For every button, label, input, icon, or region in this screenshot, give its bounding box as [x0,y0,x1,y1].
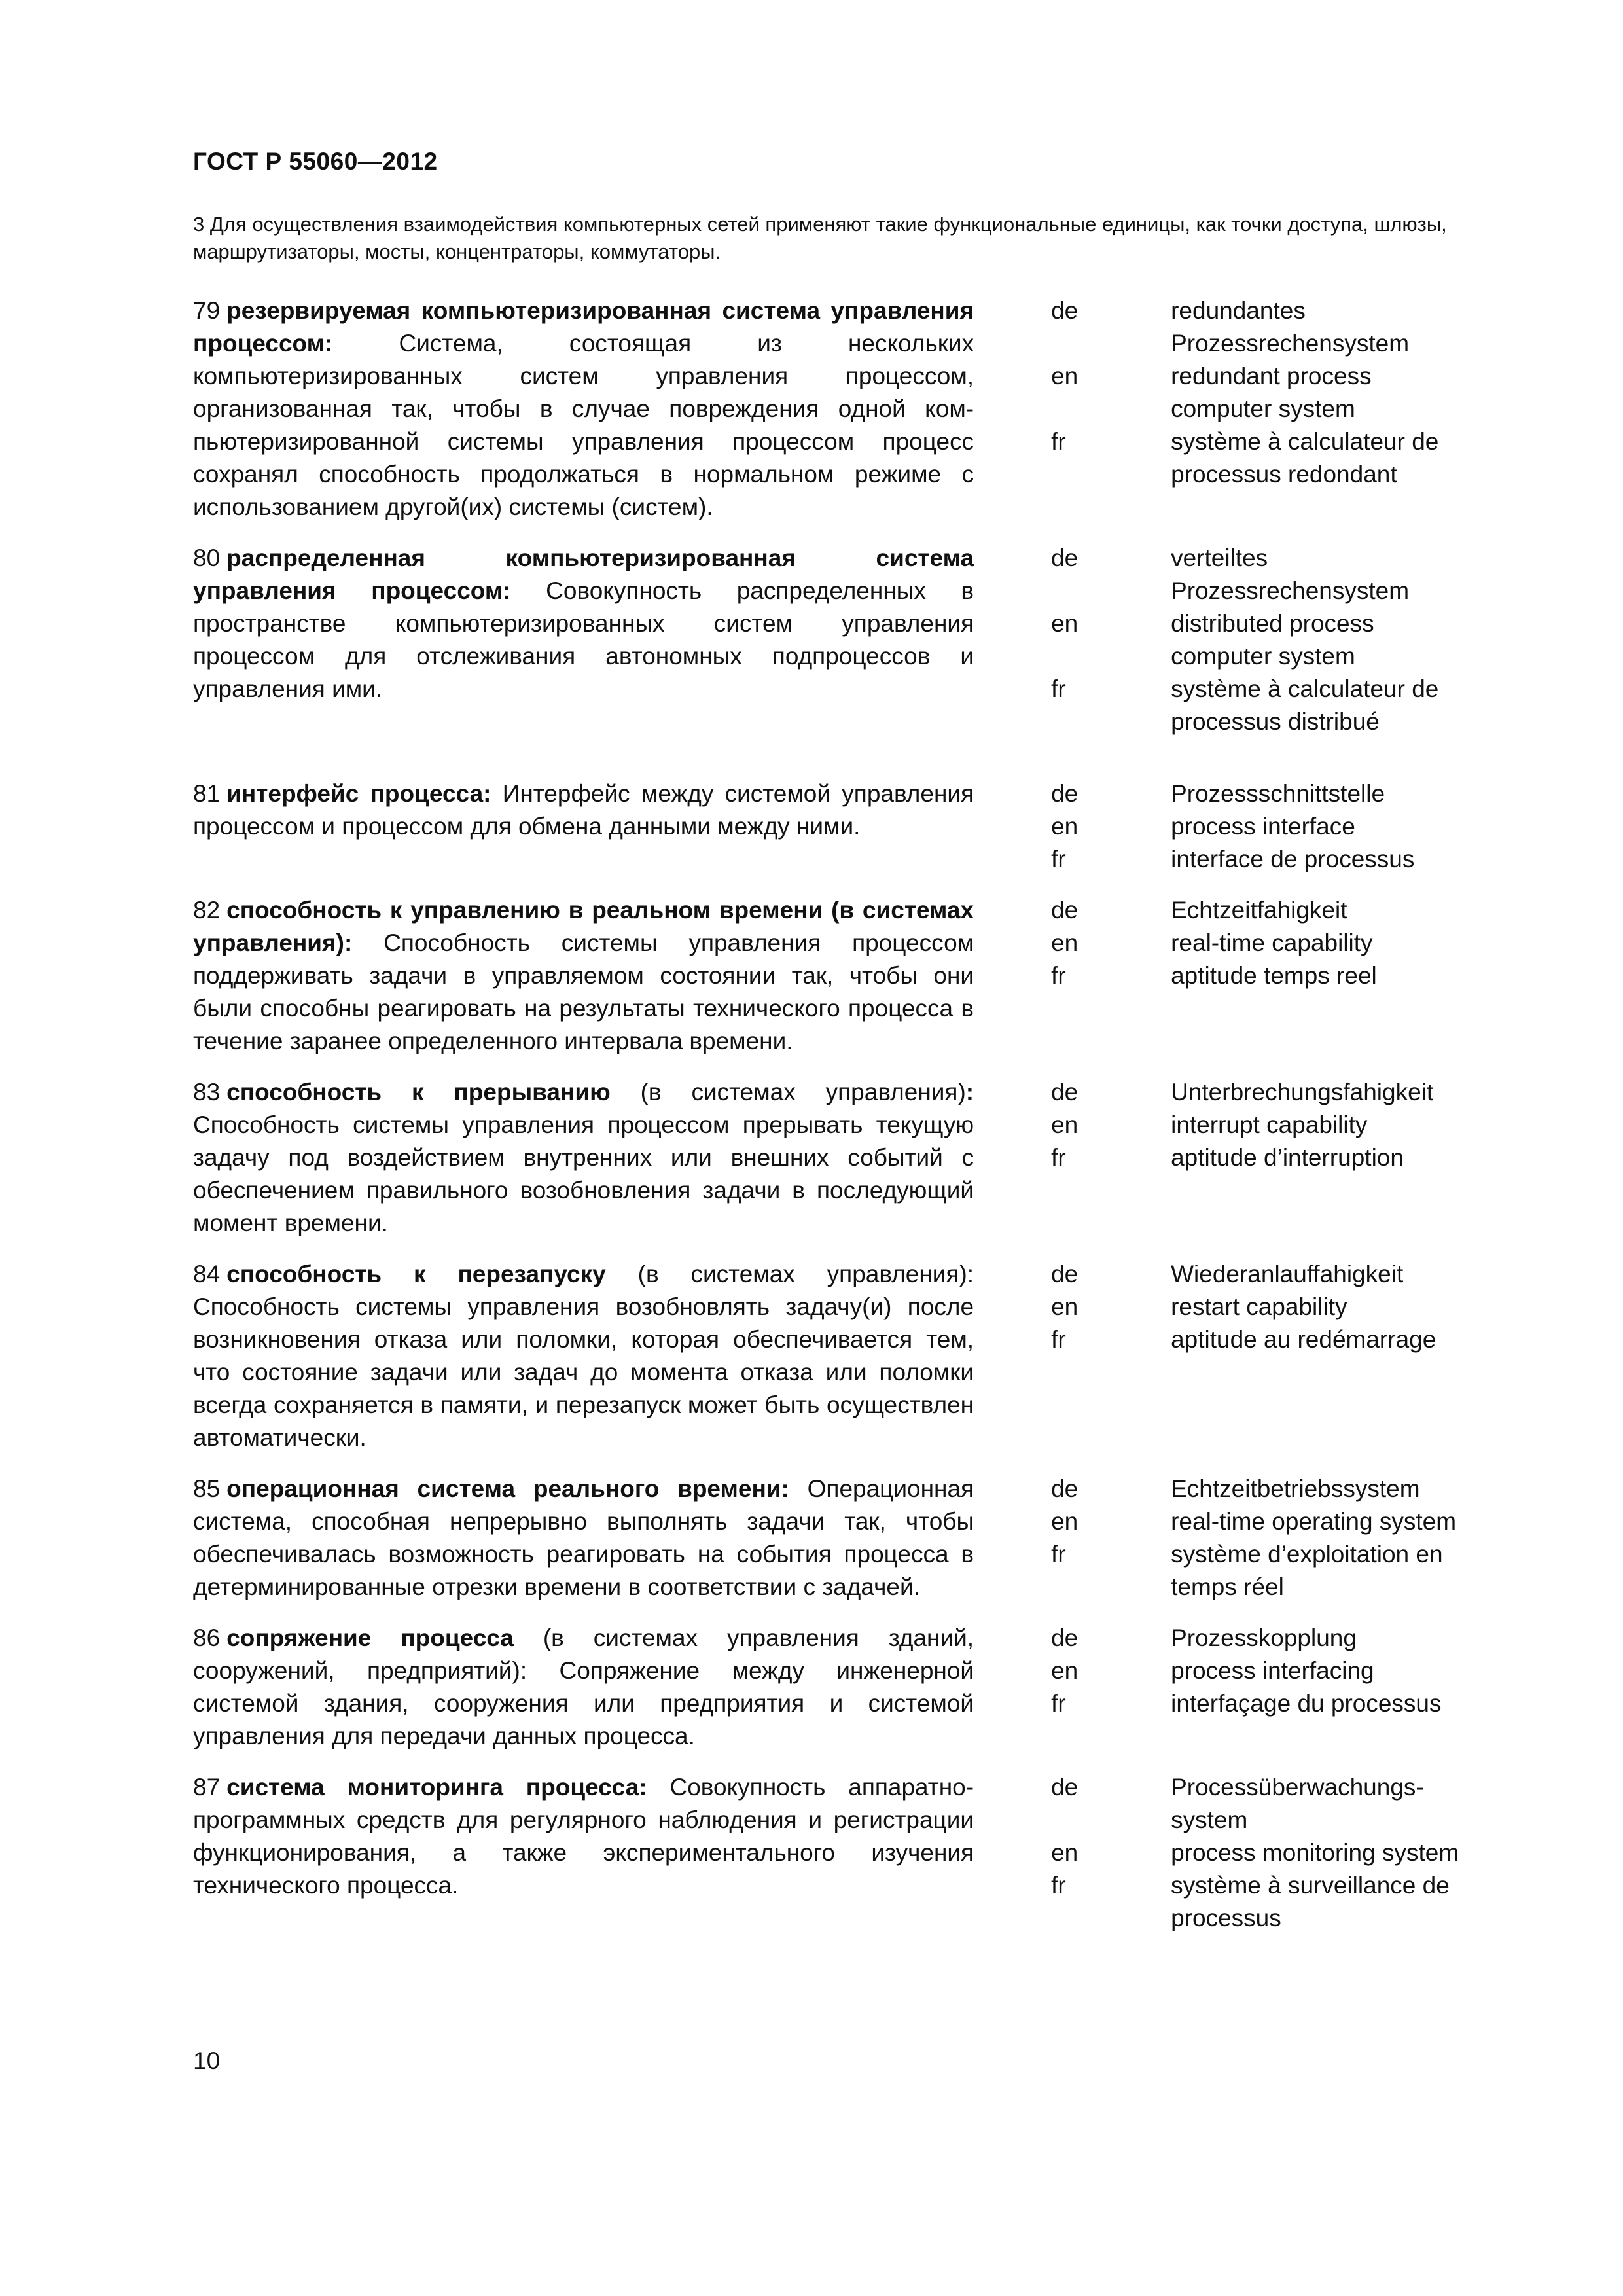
lang-code: en [1051,1111,1079,1138]
definition-text: Совокупность распределенных в пространстве компьютеризированных систем управления процессом для отслеживания автономных подпроцессов и управления ими. [193,577,974,702]
equivalent-line: système d’exploitation en [1171,1541,1443,1568]
term-entry-81 [193,778,1502,876]
term-number: 79 [193,297,221,324]
lang-code: fr [1051,1690,1066,1717]
document-header: ГОСТ Р 55060—2012 [193,148,438,175]
note-paragraph: 3 Для осуществления взаимодействия компьютерных сетей применяют такие функциональные единицы, как точки доступа, шлюзы, маршрутизаторы, мосты, концентраторы, коммутаторы. [193,213,1447,263]
definition-text: Способность системы управления процессом прерывать текущую задачу под воздействием внутренних или внешних событий с обеспечением правильного возобновления задачи в последующий момент времени. [193,1111,974,1236]
definition-text: Способность системы управления процессом поддерживать задачи в управляемом состоянии так, чтобы они были способны реагировать на результаты технического процесса в течение заранее определенного интервала времени. [193,929,974,1054]
language-equivalents [1051,778,1502,876]
language-equivalents [1051,1622,1502,1753]
lang-code: en [1051,1839,1079,1866]
term-number: 83 [193,1079,221,1105]
term-entry-82 [193,894,1502,1058]
term-number: 87 [193,1774,221,1801]
equivalent-line: Processüberwachungs- [1171,1774,1424,1801]
term-definition [193,778,974,876]
term-name: сопряжение процесса [226,1624,514,1651]
equivalent-line: process interface [1171,813,1355,840]
lang-code: en [1051,1293,1079,1320]
lang-code: fr [1051,1872,1066,1899]
lang-code: en [1051,363,1079,389]
equivalent-line: système à surveillance de [1171,1872,1450,1899]
language-equivalents [1051,1771,1502,1935]
definition-text: Сопряжение между инженерной системой здания, сооружения или предприятия и системой управления для передачи данных процесса. [193,1657,974,1749]
term-name: способность к управлению в реальном времени (в системах управления): [193,897,974,956]
definition-text: Способность системы управления возобновлять задачу(и) после возникновения отказа или поломки, которая обеспечивается тем, что состояние задачи или задач до момента отказа или поломки всегда сохраняется в памяти, и перезапуск может быть осуществлен автоматически. [193,1293,974,1451]
equivalent-line: Prozessrechensystem [1171,577,1410,604]
equivalent-line: interface de processus [1171,846,1415,872]
equivalent-line: verteiltes [1171,545,1268,571]
term-number: 85 [193,1475,221,1502]
term-name: способность к перезапуску [226,1261,606,1287]
equivalent-line: temps réel [1171,1573,1284,1600]
language-equivalents [1051,295,1502,524]
lang-code: en [1051,610,1079,637]
term-number: 80 [193,545,221,571]
equivalent-line: computer system [1171,395,1355,422]
lang-code: de [1051,297,1079,324]
lang-code: en [1051,1508,1079,1535]
equivalent-line: redundantes [1171,297,1306,324]
lang-code: fr [1051,1144,1066,1171]
term-entry-86 [193,1622,1502,1753]
term-entries [193,295,1502,1953]
term-entry-83 [193,1076,1502,1240]
definition-text: Операционная система, способная непрерывно выполнять задачи так, чтобы обеспечивалась возможность реагировать на события процесса в детерминированные отрезки времени в соответствии с задачей. [193,1475,974,1600]
equivalent-line: distributed process [1171,610,1374,637]
equivalent-line: Prozesskopplung [1171,1624,1357,1651]
equivalent-line: process interfacing [1171,1657,1374,1684]
language-equivalents [1051,542,1502,738]
term-name: операционная система реального времени: [226,1475,789,1502]
term-name: распределенная компьютеризированная система управления процессом: [193,545,974,604]
equivalent-line: Prozessrechensystem [1171,330,1410,357]
term-entry-79 [193,295,1502,524]
equivalent-line: real-time operating system [1171,1508,1457,1535]
term-number: 84 [193,1261,221,1287]
lang-code: fr [1051,428,1066,455]
term-name: резервируемая компьютеризированная система управления процессом: [193,297,974,357]
language-equivalents [1051,1258,1502,1454]
lang-code: de [1051,1261,1079,1287]
equivalent-line: restart capability [1171,1293,1347,1320]
term-entry-84 [193,1258,1502,1454]
equivalent-line: redundant process [1171,363,1372,389]
equivalent-line: Echtzeitfahigkeit [1171,897,1347,924]
equivalent-line: processus distribué [1171,708,1380,735]
lang-code: de [1051,780,1079,807]
equivalent-line: process monitoring system [1171,1839,1459,1866]
lang-code: de [1051,545,1079,571]
equivalent-line: aptitude au redémarrage [1171,1326,1436,1353]
equivalent-line: système à calculateur de [1171,428,1439,455]
lang-code: fr [1051,1541,1066,1568]
term-entry-80 [193,542,1502,738]
term-qualifier: (в системах управления): [605,1261,974,1287]
term-definition [193,1258,974,1454]
term-definition [193,542,974,738]
equivalent-line: aptitude d’interruption [1171,1144,1404,1171]
term-number: 82 [193,897,221,924]
lang-code: fr [1051,846,1066,872]
equivalent-line: Prozessschnittstelle [1171,780,1385,807]
term-qualifier: (в системах управления) [610,1079,966,1105]
term-definition [193,1473,974,1604]
term-number: 81 [193,780,221,807]
equivalent-line: interrupt capability [1171,1111,1368,1138]
term-number: 86 [193,1624,221,1651]
equivalent-line: interfaçage du processus [1171,1690,1442,1717]
language-equivalents [1051,894,1502,1058]
term-name: интерфейс процесса: [226,780,491,807]
equivalent-line: système à calculateur de [1171,675,1439,702]
term-definition [193,1076,974,1240]
equivalent-line: real-time capability [1171,929,1373,956]
equivalent-line: processus redondant [1171,461,1397,488]
lang-code: fr [1051,962,1066,989]
term-definition [193,295,974,524]
equivalent-line: computer system [1171,643,1355,670]
equivalent-line: Unterbrechungsfahigkeit [1171,1079,1434,1105]
equivalent-line: Echtzeitbetriebssystem [1171,1475,1420,1502]
equivalent-line: processus [1171,1905,1281,1931]
language-equivalents [1051,1473,1502,1604]
definition-text: Система, состоящая из нескольких компьютеризированных систем управления процессом, организованная так, чтобы в случае повреждения одной компьютеризированной системы управления процессом процесс сохранял способность продолжаться в нормальном режиме с использованием другой(их) системы (систем). [193,330,974,520]
lang-code: en [1051,929,1079,956]
equivalent-line: system [1171,1806,1248,1833]
lang-code: en [1051,1657,1079,1684]
definition-text: Интерфейс между системой управления процессом и процессом для обмена данными между ними. [193,780,974,840]
term-colon: : [965,1079,974,1105]
lang-code: fr [1051,675,1066,702]
term-definition [193,894,974,1058]
term-name: система мониторинга процесса: [226,1774,647,1801]
lang-code: de [1051,897,1079,924]
lang-code: de [1051,1624,1079,1651]
term-name: способность к прерыванию [226,1079,611,1105]
lang-code: de [1051,1475,1079,1502]
lang-code: de [1051,1774,1079,1801]
term-entry-87 [193,1771,1502,1935]
definition-text: Совокупность аппаратно-программных средств для регулярного наблюдения и регистрации функционирования, а также экспериментального изучения технического процесса. [193,1774,974,1899]
page-number: 10 [193,2047,221,2074]
term-entry-85 [193,1473,1502,1604]
term-definition [193,1771,974,1935]
lang-code: fr [1051,1326,1066,1353]
term-qualifier: (в системах управления зданий, сооружений, предприятий): [193,1624,974,1684]
lang-code: de [1051,1079,1079,1105]
equivalent-line: aptitude temps reel [1171,962,1377,989]
term-definition [193,1622,974,1753]
equivalent-line: Wiederanlauffahigkeit [1171,1261,1404,1287]
language-equivalents [1051,1076,1502,1240]
lang-code: en [1051,813,1079,840]
